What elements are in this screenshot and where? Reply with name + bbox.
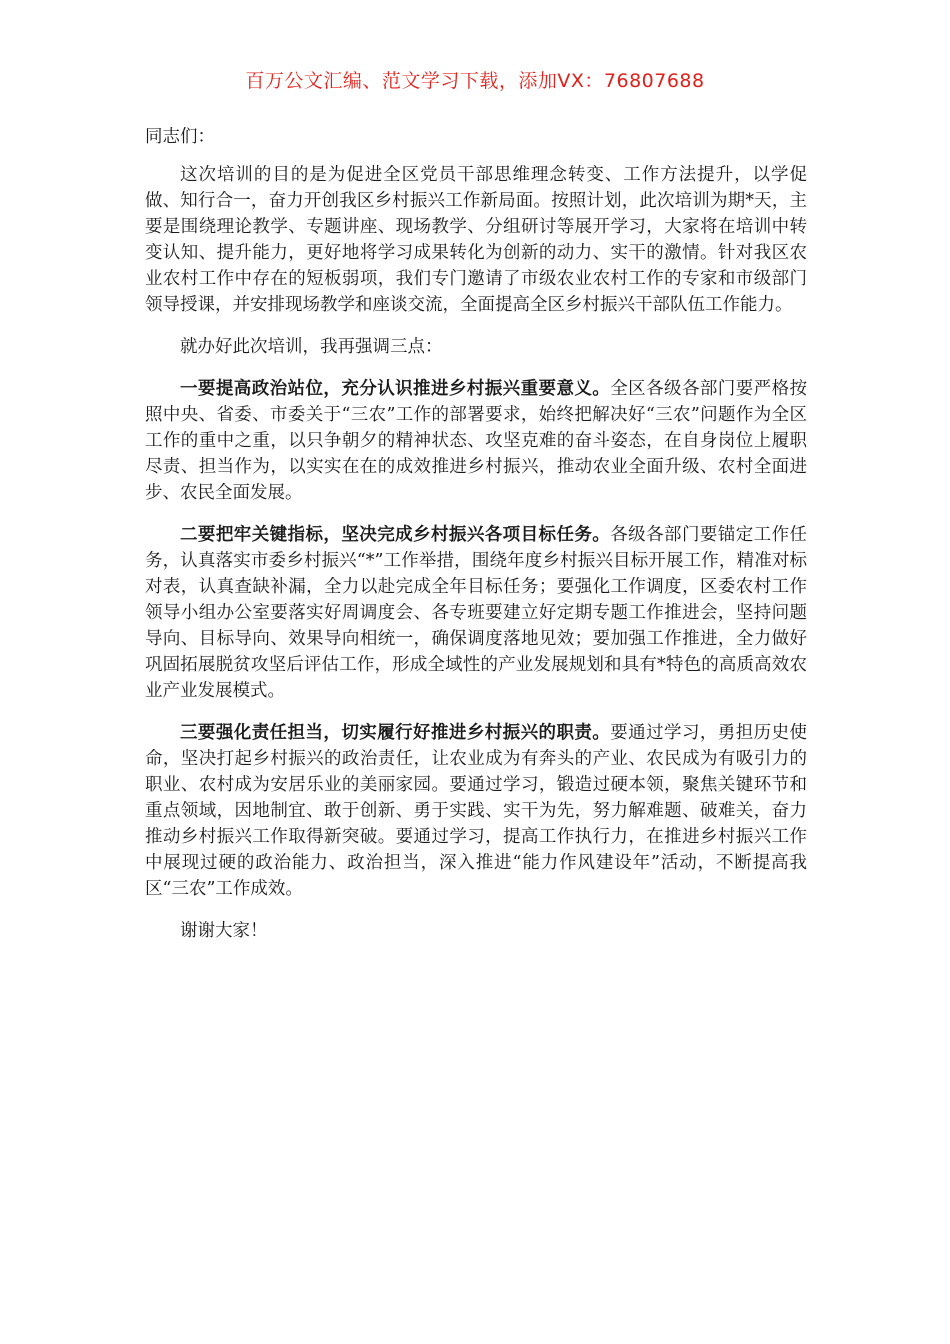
point-heading: 三要强化责任担当，切实履行好推进乡村振兴的职责。 (180, 723, 611, 743)
intro-paragraph: 这次培训的目的是为促进全区党员干部思维理念转变、工作方法提升，以学促做、知行合一，奋力开创我区乡村振兴工作新局面。按照计划，此次培训为期*天，主要是围绕理论教学、专题讲座、现场教学、分组研讨等展开学习，大家将在培训中转变认知、提升能力，更好地将学习成果转化为创新的动力、实干的激情。针对我区农业农村工作中存在的短板弱项，我们专门邀请了市级农业农村工作的专家和市级部门领导授课，并安排现场教学和座谈交流，全面提高全区乡村振兴干部队伍工作能力。 (145, 165, 807, 315)
point-body: 要通过学习，勇担历史使命，坚决打起乡村振兴的政治责任，让农业成为有奔头的产业、农民成为有吸引力的职业、农村成为安居乐业的美丽家园。要通过学习，锻造过硬本领，聚焦关键环节和重点领域，因地制宜、敢于创新、勇于实践、实干为先，努力解难题、破难关，奋力推动乡村振兴工作取得新突破。要通过学习，提高工作执行力，在推进乡村振兴工作中展现过硬的政治能力、政治担当，深入推进“能力作风建设年”活动，不断提高我区“三农”工作成效。 (145, 723, 807, 899)
point-heading: 一要提高政治站位，充分认识推进乡村振兴重要意义。 (180, 379, 611, 399)
speech-document (145, 124, 807, 960)
closing-paragraph: 谢谢大家！ (180, 921, 268, 941)
point-heading: 二要把牢关键指标，坚决完成乡村振兴各项目标任务。 (180, 525, 611, 545)
lead-paragraph: 就办好此次培训，我再强调三点： (180, 337, 443, 357)
point-body: 全区各级各部门要严格按照中央、省委、市委关于“三农”工作的部署要求，始终把解决好“三农”问题作为全区工作的重中之重，以只争朝夕的精神状态、攻坚克难的奋斗姿态，在自身岗位上履职尽责、担当作为，以实实在在的成效推进乡村振兴，推动农业全面升级、农村全面进步、农民全面发展。 (145, 379, 807, 503)
point-paragraph-2 (145, 522, 807, 704)
watermark-banner: 百万公文汇编、范文学习下载，添加VX：76807688 (245, 70, 705, 92)
point-paragraph-3 (145, 720, 807, 902)
point-paragraph-1 (145, 376, 807, 506)
point-body: 各级各部门要锚定工作任务，认真落实市委乡村振兴“*”工作举措，围绕年度乡村振兴目标开展工作，精准对标对表，认真查缺补漏，全力以赴完成全年目标任务；要强化工作调度，区委农村工作领导小组办公室要落实好周调度会、各专班要建立好定期专题工作推进会，坚持问题导向、目标导向、效果导向相统一，确保调度落地见效；要加强工作推进，全力做好巩固拓展脱贫攻坚后评估工作，形成全域性的产业发展规划和具有*特色的高质高效农业产业发展模式。 (145, 525, 807, 701)
salutation: 同志们： (145, 127, 215, 147)
